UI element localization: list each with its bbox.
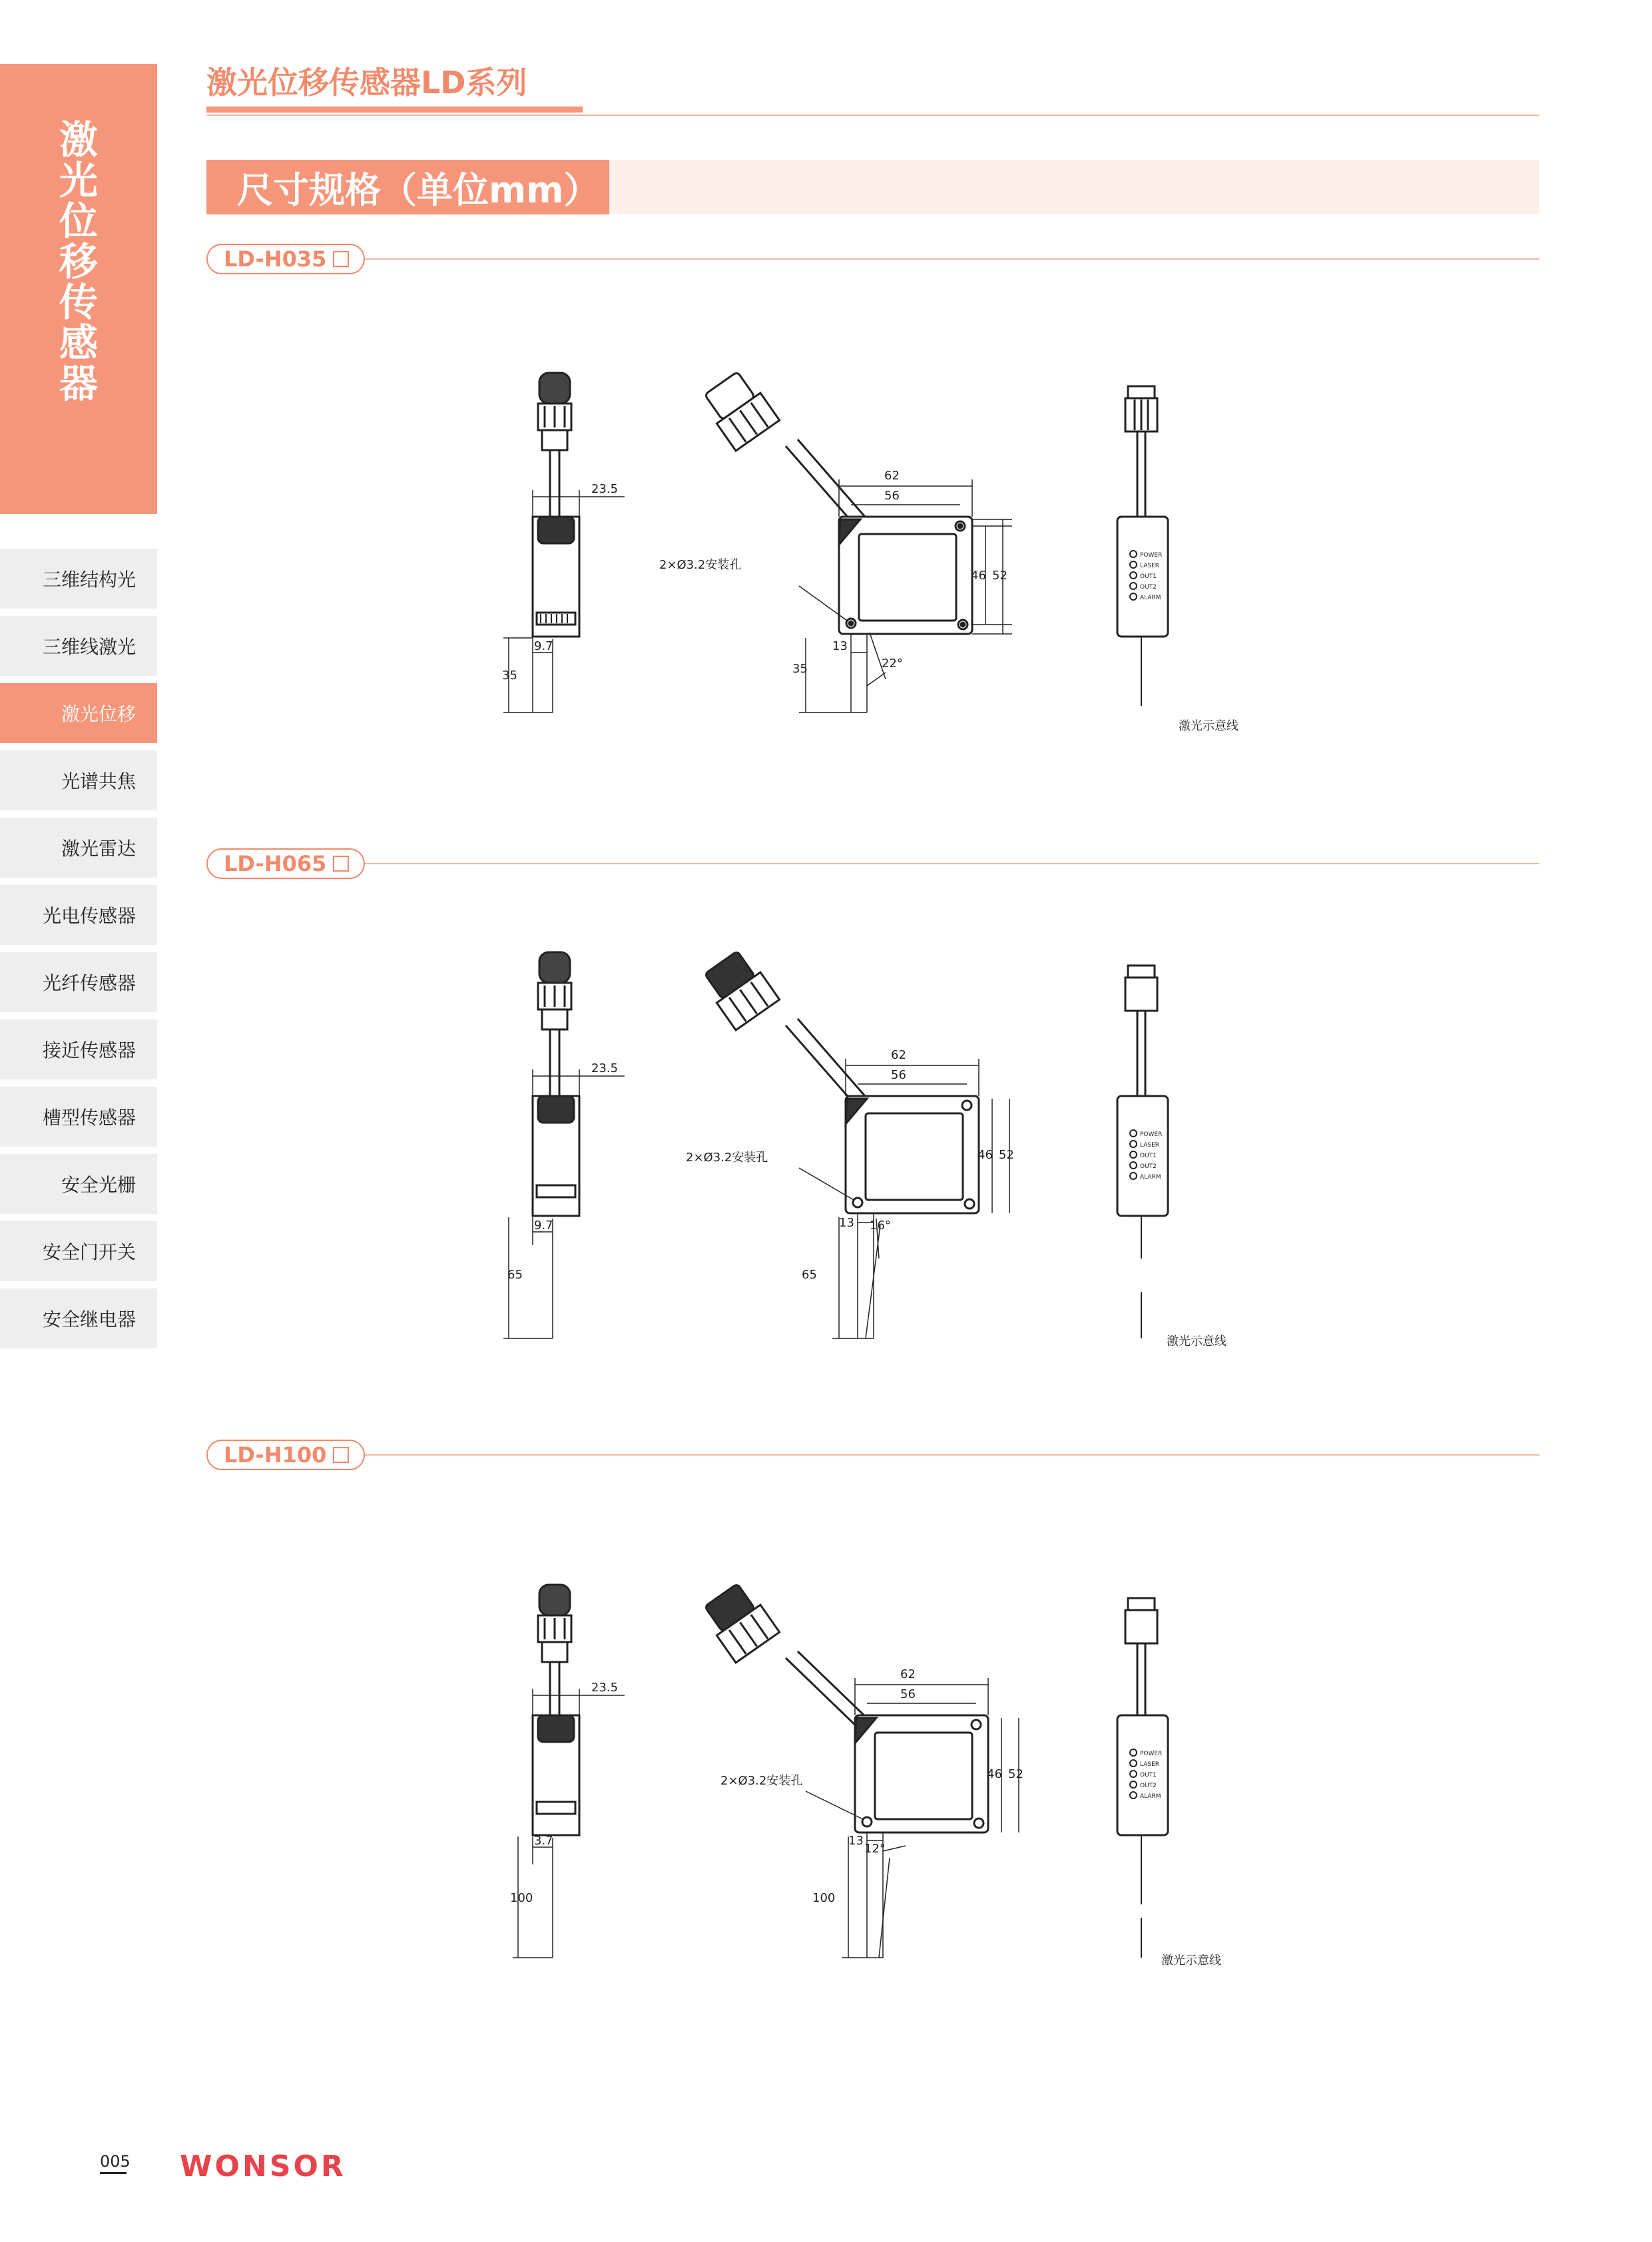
model-label-h065: [206, 848, 365, 879]
dim-side-width: 23.5: [591, 1681, 619, 1695]
dim-angle: 22°: [882, 657, 903, 671]
laser-line-label: 激光示意线: [1179, 719, 1239, 733]
indicator-label: LASER: [1140, 563, 1160, 569]
indicator-label: OUT1: [1140, 573, 1157, 580]
indicator-label: LASER: [1140, 1142, 1160, 1149]
checkbox-square-icon: [333, 1447, 349, 1463]
dim-hole-offset: 13: [832, 639, 848, 653]
dim-hole-offset: 13: [839, 1216, 854, 1230]
nav-item-safety-relay[interactable]: 安全继电器: [0, 1288, 157, 1348]
dim-inner-width: 56: [891, 1068, 906, 1082]
dim-range: 100: [510, 1891, 533, 1905]
indicator-label: POWER: [1140, 1751, 1163, 1757]
title-char: 光: [59, 158, 98, 203]
title-char: 激: [59, 117, 98, 162]
dim-side-width: 23.5: [591, 482, 619, 496]
indicator-label: LASER: [1140, 1761, 1160, 1768]
dim-hole-label: 2×Ø3.2安装孔: [659, 558, 742, 572]
sidebar-category-title: [0, 117, 157, 406]
model-rule: [365, 258, 1539, 260]
indicator-label: POWER: [1140, 552, 1163, 559]
nav-item-proximity[interactable]: 接近传感器: [0, 1019, 157, 1079]
connector-plug-icon: [538, 1585, 571, 1662]
dim-range-front: 65: [802, 1268, 817, 1282]
nav-item-safety-door-switch[interactable]: 安全门开关: [0, 1221, 157, 1281]
model-label-h035: [206, 244, 365, 274]
title-char: 感: [59, 320, 98, 366]
nav-item-fiber[interactable]: 光纤传感器: [0, 952, 157, 1012]
dim-inner-width: 56: [884, 489, 900, 503]
nav-item-safety-light-curtain[interactable]: 安全光栅: [0, 1154, 157, 1214]
nav-item-spectral-confocal[interactable]: 光谱共焦: [0, 750, 157, 810]
indicator-label: OUT2: [1140, 584, 1157, 591]
connector-plug-icon: [538, 373, 571, 450]
indicator-label: OUT2: [1140, 1163, 1157, 1170]
dim-angle: 12°: [864, 1842, 886, 1856]
model-rule: [365, 863, 1539, 864]
section-title: 尺寸规格（单位mm）: [206, 160, 609, 214]
nav-item-slot[interactable]: 槽型传感器: [0, 1087, 157, 1147]
dim-inner-height: 46: [971, 569, 986, 583]
dim-height: 52: [1008, 1767, 1023, 1781]
dim-top-width: 62: [891, 1048, 906, 1062]
indicator-label: ALARM: [1140, 1174, 1161, 1181]
title-underline-bar: [206, 107, 583, 113]
dim-side-offset: 9.7: [534, 639, 553, 653]
dim-side-offset: 9.7: [534, 1219, 553, 1233]
indicator-label: ALARM: [1140, 1793, 1161, 1800]
model-name: LD-H100: [224, 1442, 327, 1468]
dim-inner-height: 46: [977, 1148, 993, 1162]
nav-item-photoelectric[interactable]: 光电传感器: [0, 885, 157, 945]
title-char: 器: [59, 361, 98, 406]
dim-inner-width: 56: [900, 1687, 916, 1701]
nav-item-3d-structured-light[interactable]: 三维结构光: [0, 549, 157, 609]
dim-side-width: 23.5: [591, 1061, 619, 1075]
dim-hole-offset: 13: [848, 1834, 864, 1848]
dim-top-width: 62: [884, 469, 900, 483]
page-number: 005: [100, 2152, 131, 2171]
title-char: 移: [59, 239, 98, 284]
page-title: 激光位移传感器LD系列: [206, 65, 527, 101]
dimension-drawing-h065: [466, 939, 1332, 1365]
model-label-h100: [206, 1440, 365, 1470]
dim-top-width: 62: [900, 1667, 916, 1681]
indicator-label: POWER: [1140, 1131, 1163, 1138]
laser-line-label: 激光示意线: [1161, 1954, 1221, 1968]
title-char: 位: [59, 198, 98, 244]
dim-hole-label: 2×Ø3.2安装孔: [686, 1151, 768, 1165]
dim-side-offset: 3.7: [534, 1834, 553, 1848]
model-rule: [365, 1454, 1539, 1456]
dim-inner-height: 46: [987, 1767, 1002, 1781]
dim-height: 52: [999, 1148, 1014, 1162]
nav-item-lidar[interactable]: 激光雷达: [0, 818, 157, 878]
model-name: LD-H035: [224, 246, 327, 272]
indicator-label: OUT2: [1140, 1783, 1157, 1789]
dim-range: 35: [502, 669, 517, 683]
page-number-rule: [100, 2172, 127, 2174]
model-name: LD-H065: [224, 851, 327, 876]
checkbox-square-icon: [333, 856, 349, 872]
laser-line-label: 激光示意线: [1167, 1334, 1227, 1348]
indicator-label: ALARM: [1140, 595, 1161, 601]
nav-item-3d-line-laser[interactable]: 三维线激光: [0, 616, 157, 676]
title-rule: [206, 115, 1539, 116]
dimension-drawing-h035: [466, 360, 1332, 746]
dim-angle: 16°: [870, 1219, 891, 1233]
dim-range-front: 35: [792, 662, 808, 676]
dim-height: 52: [992, 569, 1007, 583]
title-char: 传: [59, 280, 98, 325]
connector-plug-icon: [538, 952, 571, 1029]
dim-hole-label: 2×Ø3.2安装孔: [720, 1774, 803, 1788]
dim-range-front: 100: [812, 1891, 836, 1905]
dimension-drawing-h100: [466, 1571, 1332, 1984]
indicator-label: OUT1: [1140, 1772, 1157, 1779]
nav-item-laser-displacement[interactable]: 激光位移: [0, 683, 157, 743]
dim-range: 65: [507, 1268, 523, 1282]
checkbox-square-icon: [333, 251, 349, 267]
brand-logo: WONSOR: [180, 2149, 346, 2183]
indicator-label: OUT1: [1140, 1153, 1157, 1159]
